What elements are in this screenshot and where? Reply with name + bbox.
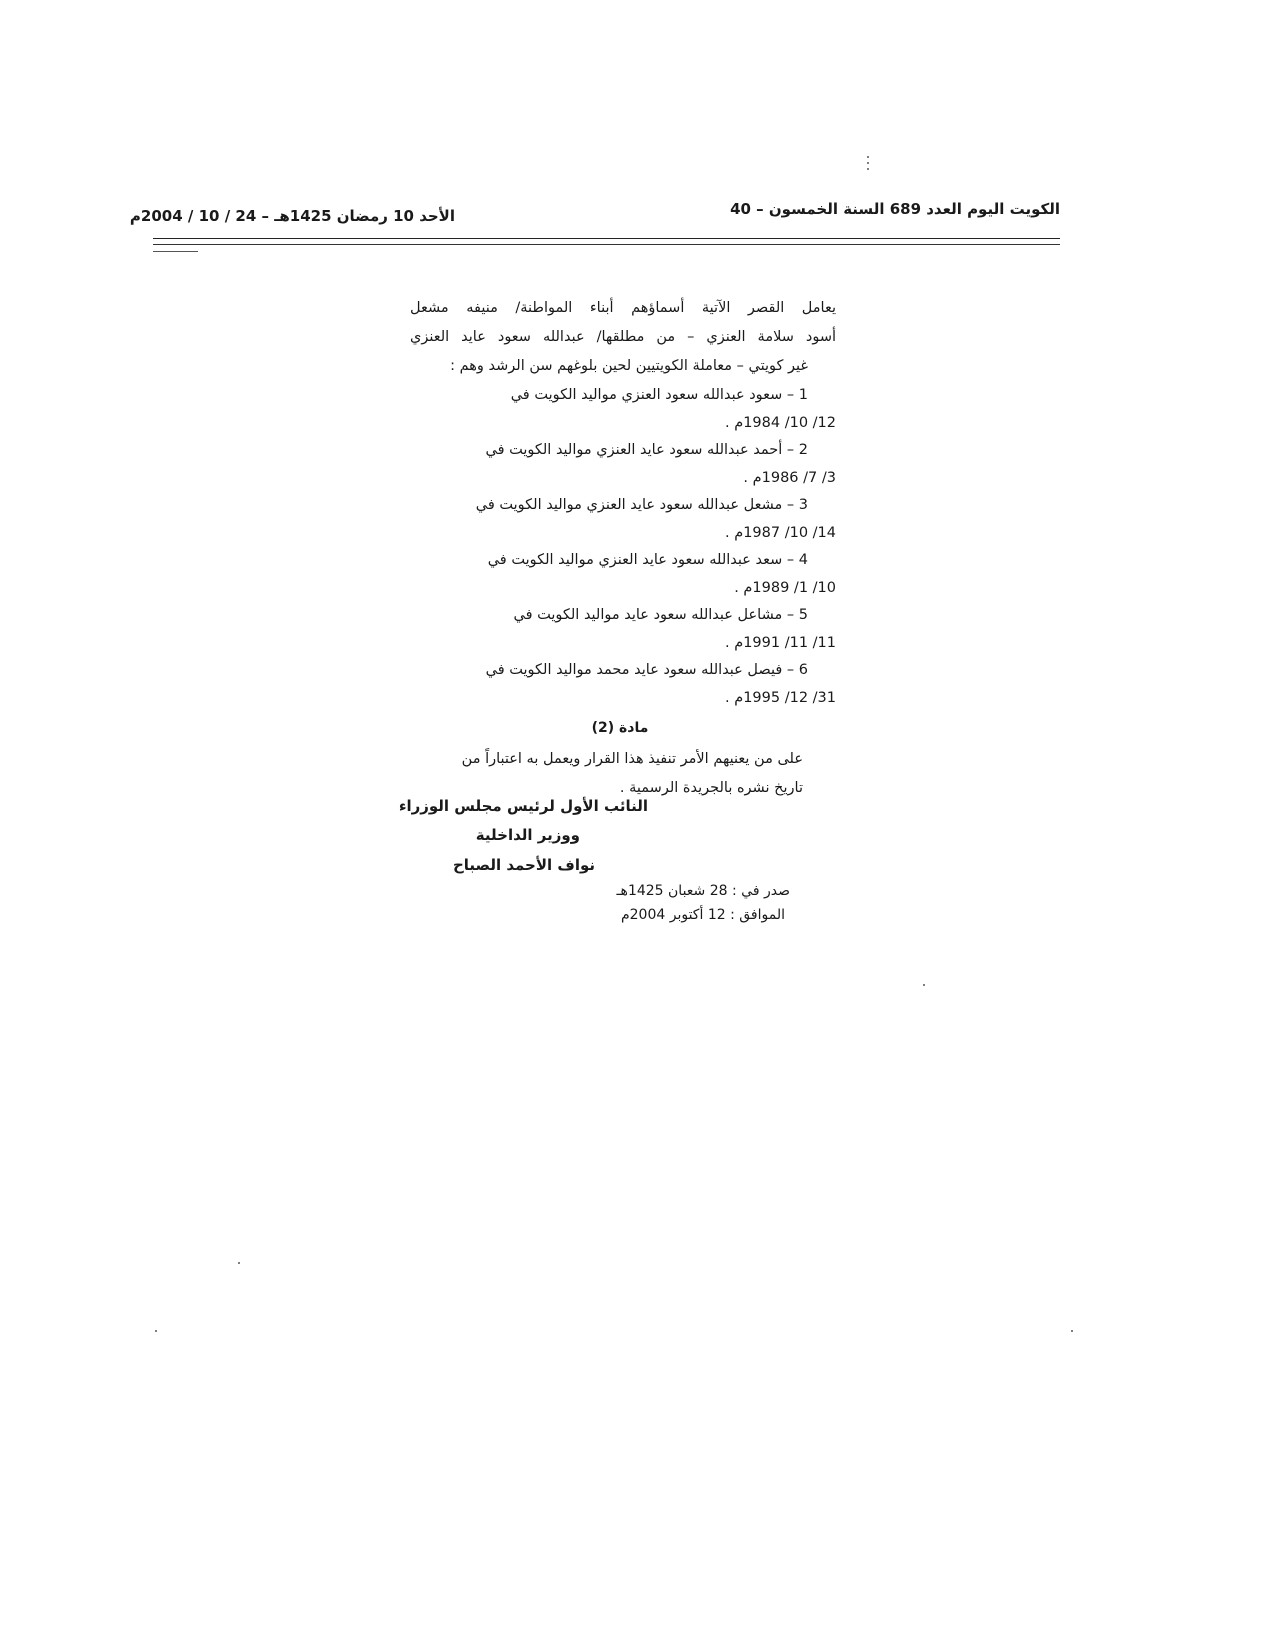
scan-speck: [867, 156, 869, 158]
child-entry-3: 3 – مشعل عبدالله سعود عايد العنزي مواليد الكويت في: [475, 497, 808, 513]
child-entry-6: 6 – فيصل عبدالله سعود عايد محمد مواليد الكويت في: [485, 662, 808, 678]
child-birthdate-6: 31/ 12/ 1995م .: [724, 690, 836, 706]
child-birthdate-4: 10/ 1/ 1989م .: [734, 580, 836, 596]
issued-date-hijri: صدر في : 28 شعبان 1425هـ: [616, 883, 790, 899]
scan-speck: [923, 984, 925, 986]
child-entry-4: 4 – سعد عبدالله سعود عايد العنزي مواليد الكويت في: [487, 552, 808, 568]
child-birthdate-2: 3/ 7/ 1986م .: [743, 470, 836, 486]
date-header: الأحد 10 رمضان 1425هـ – 24 / 10 / 2004م: [129, 207, 455, 225]
body-line: غير كويتي – معاملة الكويتيين لحين بلوغهم سن الرشد وهم :: [450, 358, 808, 374]
signatory-ministry: ووزير الداخلية: [475, 826, 580, 844]
child-birthdate-5: 11/ 11/ 1991م .: [724, 635, 836, 651]
decree-body: [410, 294, 836, 711]
body-line: أسود سلامة العنزي – من مطلقها/ عبدالله سعود عايد العنزي: [410, 329, 836, 345]
scan-speck: [238, 1262, 240, 1264]
child-birthdate-1: 12/ 10/ 1984م .: [724, 415, 836, 431]
child-entry-2: 2 – أحمد عبدالله سعود عايد العنزي مواليد الكويت في: [485, 442, 808, 458]
header-rule-tail: [153, 251, 198, 252]
child-entry-1: 1 – سعود عبدالله سعود العنزي مواليد الكويت في: [510, 387, 808, 403]
closing-paragraph: [413, 745, 803, 803]
issue-header: الكويت اليوم العدد 689 السنة الخمسون – 40: [730, 200, 1060, 218]
issued-date-gregorian: الموافق : 12 أكتوبر 2004م: [620, 907, 785, 923]
body-line: يعامل القصر الآتية أسماؤهم أبناء المواطنة/ منيفه مشعل: [410, 300, 836, 316]
scan-speck: [867, 162, 869, 164]
scan-speck: [155, 1330, 157, 1332]
closing-line: تاريخ نشره بالجريدة الرسمية .: [619, 780, 803, 796]
header-rule-bottom: [153, 244, 1060, 245]
scan-speck: [867, 168, 869, 170]
child-birthdate-3: 14/ 10/ 1987م .: [724, 525, 836, 541]
signatory-title: النائب الأول لرئيس مجلس الوزراء: [398, 797, 648, 815]
child-entry-5: 5 – مشاعل عبدالله سعود عايد مواليد الكويت في: [513, 607, 808, 623]
signatory-name: نواف الأحمد الصباح: [452, 856, 595, 874]
header-rule-top: [153, 238, 1060, 239]
closing-line: على من يعنيهم الأمر تنفيذ هذا القرار ويعمل به اعتباراً من: [461, 751, 803, 767]
article-title: مادة (2): [591, 720, 649, 736]
scan-speck: [1071, 1330, 1073, 1332]
